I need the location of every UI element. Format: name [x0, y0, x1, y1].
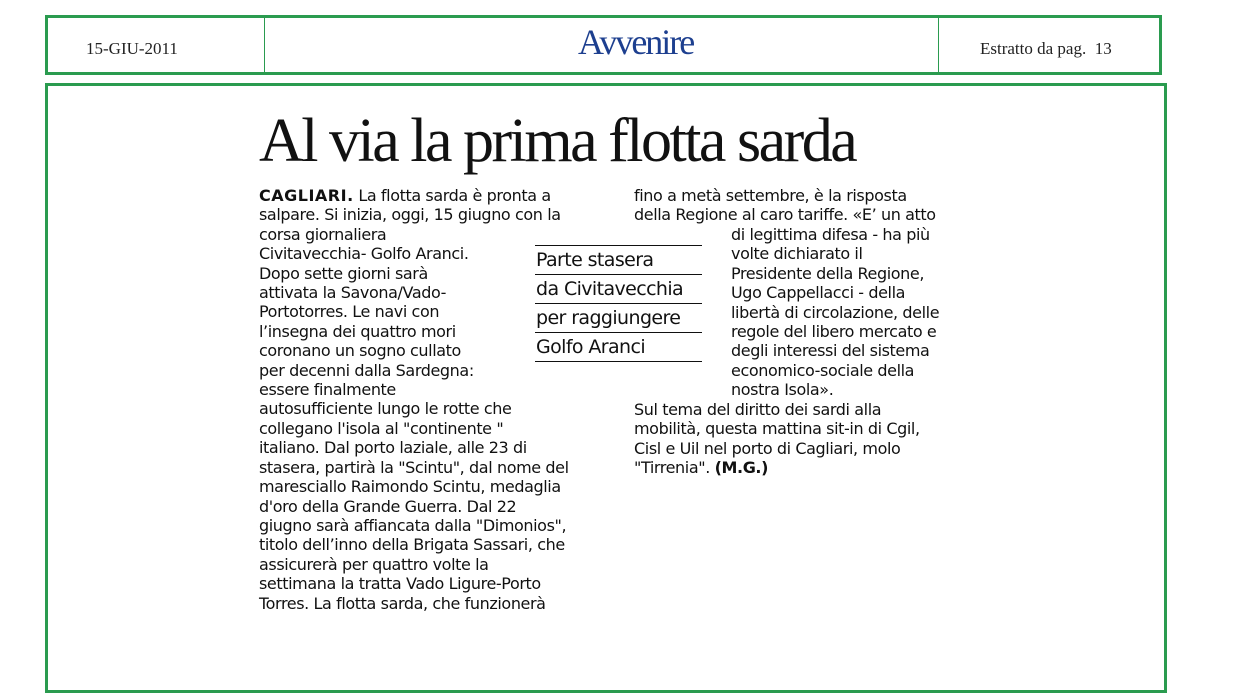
column-line: Torres. La flotta sarda, che funzionerà	[259, 593, 546, 613]
column-line	[634, 458, 920, 477]
column-line: l’insegna dei quattro mori	[259, 321, 456, 341]
column-line: mobilità, questa mattina sit-in di Cgil,	[634, 419, 920, 439]
pull-quote-line: per raggiungere	[535, 304, 702, 333]
clipping-header	[45, 15, 1162, 75]
column-line: giugno sarà affiancata dalla "Dimonios",	[259, 515, 567, 535]
column-line: settimana la tratta Vado Ligure-Porto	[259, 574, 541, 594]
column-line-text: "Tirrenia".	[634, 458, 715, 478]
pull-quote-line: da Civitavecchia	[535, 275, 702, 304]
article-column-right-indented	[731, 225, 939, 400]
column-line	[259, 186, 569, 205]
column-line: volte dichiarato il	[731, 244, 863, 264]
page-number: 13	[1094, 39, 1112, 58]
column-line: corsa giornaliera	[259, 224, 387, 244]
column-line: italiano. Dal porto laziale, alle 23 di	[259, 438, 527, 458]
column-line: titolo dell’inno della Brigata Sassari, che	[259, 535, 565, 555]
pull-quote	[535, 245, 702, 362]
column-line: libertà di circolazione, delle	[731, 302, 940, 322]
column-line: Portotorres. Le navi con	[259, 302, 440, 322]
column-line: degli interessi del sistema	[731, 341, 930, 361]
column-line: della Regione al caro tariffe. «E’ un atto	[634, 205, 936, 225]
column-line: stasera, partirà la "Scintu", dal nome del	[259, 457, 569, 477]
column-line: d'oro della Grande Guerra. Dal 22	[259, 496, 517, 516]
column-line: regole del libero mercato e	[731, 322, 937, 342]
column-line: essere finalmente	[259, 380, 396, 400]
pull-quote-line: Golfo Aranci	[535, 333, 702, 362]
column-line-text: La flotta sarda è pronta a	[353, 186, 551, 205]
article-dateline: CAGLIARI.	[259, 186, 354, 205]
page-reference	[980, 39, 1112, 59]
column-line: coronano un sogno cullato	[259, 341, 461, 361]
publication-date: 15-GIU-2011	[86, 39, 178, 58]
column-line: fino a metà settembre, è la risposta	[634, 186, 907, 205]
column-line: Civitavecchia- Golfo Aranci.	[259, 244, 469, 264]
column-line: per decenni dalla Sardegna:	[259, 360, 474, 380]
newspaper-logo: Avvenire	[578, 22, 694, 62]
column-line: di legittima difesa - ha più	[731, 225, 930, 244]
column-line: salpare. Si inizia, oggi, 15 giugno con la	[259, 205, 561, 225]
column-line: collegano l'isola al "continente "	[259, 418, 504, 438]
article-column-left	[259, 186, 569, 613]
article-byline: (M.G.)	[714, 458, 769, 478]
column-line: economico-sociale della	[731, 360, 915, 380]
column-line: Cisl e Uil nel porto di Cagliari, molo	[634, 438, 901, 458]
column-line: Presidente della Regione,	[731, 263, 925, 283]
column-line: Sul tema del diritto dei sardi alla	[634, 400, 882, 419]
article-column-right-bottom	[634, 400, 920, 478]
article-column-right-top	[634, 186, 936, 225]
column-line: nostra Isola».	[731, 380, 834, 400]
page-label: Estratto da pag.	[980, 39, 1087, 58]
column-line: Dopo sette giorni sarà	[259, 263, 428, 283]
article-headline: Al via la prima flotta sarda	[259, 107, 856, 175]
header-divider-right	[938, 18, 939, 72]
column-line: attivata la Savona/Vado-	[259, 283, 447, 303]
pull-quote-line: Parte stasera	[535, 246, 702, 275]
header-divider-left	[264, 18, 265, 72]
column-line: Ugo Cappellacci - della	[731, 283, 906, 303]
column-line: autosufficiente lungo le rotte che	[259, 399, 512, 419]
column-line: assicurerà per quattro volte la	[259, 554, 489, 574]
column-line: maresciallo Raimondo Scintu, medaglia	[259, 477, 561, 497]
